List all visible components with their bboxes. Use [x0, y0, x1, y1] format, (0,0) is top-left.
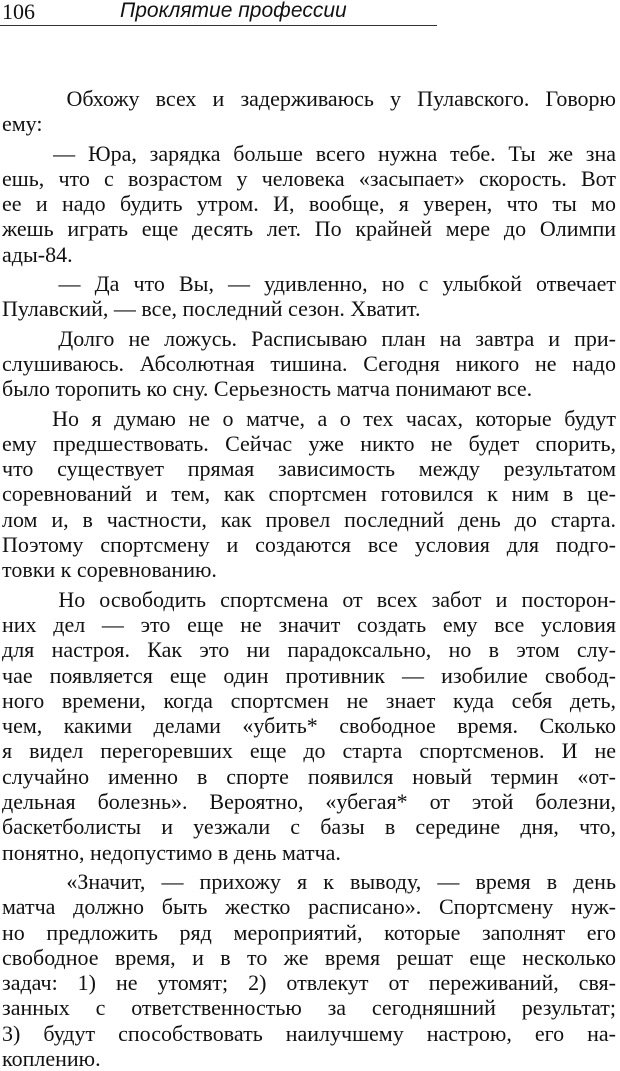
- text-line: них дел — это еще не значит создать ему все условия: [2, 611, 616, 637]
- text-line: Поэтому спортсмену и создаются все условия для подго-: [2, 532, 616, 558]
- text-line: дельная болезнь». Вероятно, «убегая* от этой болезни,: [2, 789, 616, 815]
- text-line: чае появляется еще один противник — изобилие свобод-: [2, 662, 616, 688]
- paragraph: [2, 326, 616, 402]
- text-line: товки к соревнованию.: [2, 557, 217, 583]
- paragraph: [2, 587, 616, 865]
- text-line: для настроя. Как это ни парадоксально, но в этом слу-: [2, 637, 616, 663]
- text-line: слушиваюсь. Абсолютная тишина. Сегодня никого не надо: [2, 350, 616, 376]
- running-title: Проклятие профессии: [120, 0, 347, 22]
- text-line: коплению.: [2, 1045, 101, 1071]
- text-line: занных с ответственностью за сегодняшний результат;: [2, 995, 616, 1021]
- paragraph: [2, 141, 616, 267]
- text-line: Долго не ложусь. Расписываю план на завтра и при-: [2, 325, 616, 351]
- paragraph: [2, 869, 616, 1071]
- text-line: Но освободить спортсмена от всех забот и посторон-: [2, 586, 616, 612]
- text-line: 3) будут способствовать наилучшему настрою, его на-: [2, 1020, 616, 1046]
- text-line: ады-84.: [2, 241, 73, 267]
- page-header: [0, 0, 620, 40]
- text-line: баскетболисты и уезжали с базы в середине дня, что,: [2, 814, 616, 840]
- text-line: жешь играть еще десять лет. По крайней мере до Олимпи: [2, 216, 616, 242]
- paragraph: [2, 271, 616, 322]
- text-line: ее и надо будить утром. И, вообще, я уверен, что ты мо: [2, 191, 616, 217]
- text-line: матча должно быть жестко расписано». Спортсмену нуж-: [2, 894, 616, 920]
- text-line: Пулавский, — все, последний сезон. Хватит.: [2, 296, 421, 322]
- text-line: понятно, недопустимо в день матча.: [2, 839, 341, 865]
- text-line: я видел перегоревших еще до старта спортсменов. И не: [2, 738, 616, 764]
- text-line: чем, какими делами «убить* свободное время. Сколько: [2, 713, 616, 739]
- text-line: свободное время, и в то же время решат еще несколько: [2, 944, 616, 970]
- text-line: Обхожу всех и задерживаюсь у Пулавского. Говорю: [2, 86, 616, 111]
- text-line: соревнований и тем, как спортсмен готовился к ним в це-: [2, 481, 616, 507]
- paragraph: [2, 86, 616, 137]
- text-line: лом и, в частности, как провел последний день до старта.: [2, 506, 616, 532]
- text-line: было торопить ко сну. Серьезность матча понимают все.: [2, 376, 533, 402]
- text-line: случайно именно в спорте появился новый термин «от-: [2, 763, 616, 789]
- text-line: что существует прямая зависимость между результатом: [2, 456, 616, 482]
- text-line: ного времени, когда спортсмен не знает куда себя деть,: [2, 687, 616, 713]
- paragraph: [2, 406, 616, 583]
- text-line: Но я думаю не о матче, а о тех часах, которые будут: [2, 405, 616, 431]
- text-line: ему:: [2, 111, 43, 137]
- text-line: но предложить ряд мероприятий, которые заполнят его: [2, 919, 616, 945]
- body-text: [2, 86, 616, 1071]
- text-line: задач: 1) не утомят; 2) отвлекут от переживаний, свя-: [2, 970, 616, 996]
- header-rule: [0, 25, 437, 26]
- page-number: 106: [2, 0, 35, 24]
- text-line: ему предшествовать. Сейчас уже никто не будет спорить,: [2, 430, 616, 456]
- text-line: — Юра, зарядка больше всего нужна тебе. Ты же зна: [2, 140, 616, 166]
- text-line: ешь, что с возрастом у человека «засыпает» скорость. Вот: [2, 165, 616, 191]
- text-line: — Да что Вы, — удивленно, но с улыбкой отвечает: [2, 271, 616, 297]
- text-line: «Значит, — прихожу я к выводу, — время в день: [2, 868, 616, 894]
